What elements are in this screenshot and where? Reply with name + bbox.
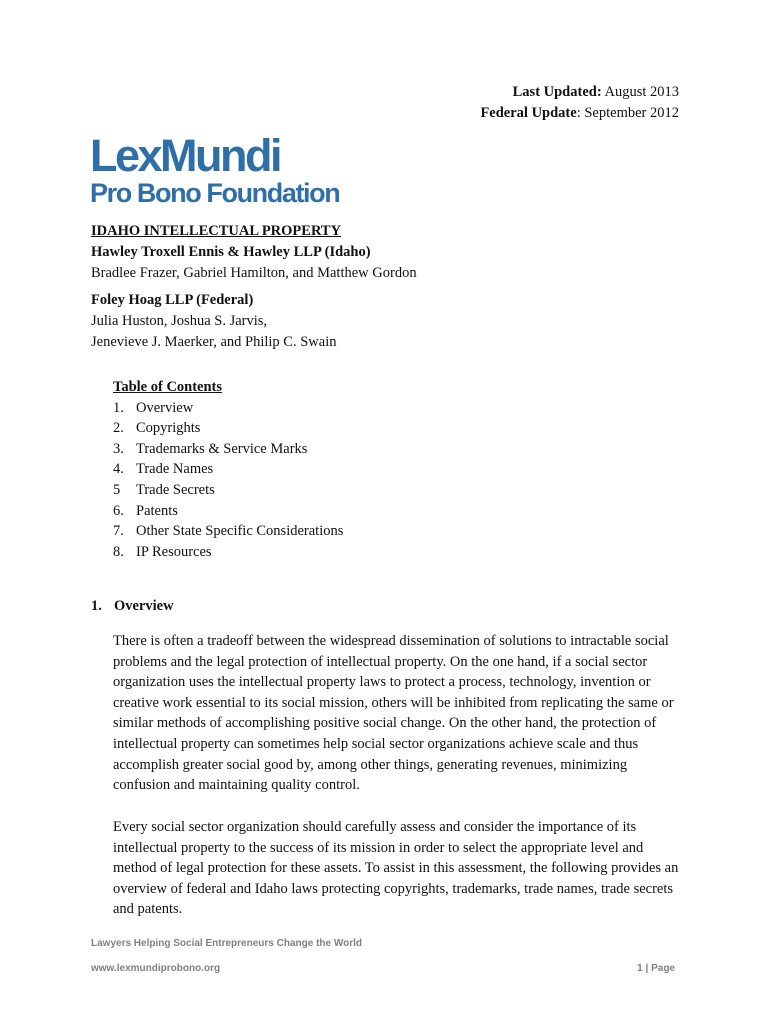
federal-update-label: Federal Update: [480, 105, 577, 121]
logo-line-2: Pro Bono Foundation: [90, 178, 340, 208]
toc-item: [113, 542, 343, 563]
last-updated-label: Last Updated:: [512, 84, 602, 100]
document-heading: [91, 221, 417, 284]
toc-item-label: Trade Names: [136, 461, 214, 478]
footer-tagline: Lawyers Helping Social Entrepreneurs Change the World: [91, 938, 362, 949]
toc-item-number: 2.: [113, 420, 124, 437]
toc-item-label: IP Resources: [136, 543, 212, 560]
section-1-heading: [91, 596, 174, 617]
footer-page-number: 1 | Page: [637, 963, 675, 974]
federal-update-value: : September 2012: [576, 105, 679, 121]
firm-1-name: Hawley Troxell Ennis & Hawley LLP (Idaho): [91, 244, 371, 260]
toc-item-number: 3.: [113, 440, 124, 457]
toc-item: [113, 480, 343, 501]
lex-mundi-logo: [90, 130, 340, 208]
toc-item: [113, 501, 343, 522]
firm-2-authors-line-2: Jenevieve J. Maerker, and Philip C. Swain: [91, 334, 337, 350]
toc-item-number: 6.: [113, 502, 124, 519]
overview-paragraph-1: There is often a tradeoff between the widespread dissemination of solutions to intractable social problems and the legal protection of intellectual property. On the one hand, if a social sector organization uses the intellectual property laws to protect a process, technology, invention or creative work essential to its social mission, others will be inhibited from replicating the same or similar methods of accomplishing positive social change. On the other hand, the protection of intellectual property can sometimes help social sector organizations achieve scale and thus accomplish greater social good by, among other things, generating revenues, minimizing confusion and maintaining quality control.: [113, 633, 674, 794]
toc-item-number: 1.: [113, 399, 124, 416]
federal-update-line: [480, 103, 679, 124]
section-number: 1.: [91, 598, 102, 614]
toc-item-number: 8.: [113, 543, 124, 560]
toc-item-number: 7.: [113, 523, 124, 540]
update-info: [480, 82, 679, 124]
toc-item-label: Other State Specific Considerations: [136, 523, 344, 540]
last-updated-line: [480, 82, 679, 103]
footer-website: www.lexmundiprobono.org: [91, 963, 221, 974]
firm-2-name: Foley Hoag LLP (Federal): [91, 292, 254, 308]
federal-firm-block: [91, 290, 336, 353]
document-title: IDAHO INTELLECTUAL PROPERTY: [91, 223, 342, 239]
section-title: Overview: [114, 598, 174, 614]
firm-1-authors: Bradlee Frazer, Gabriel Hamilton, and Matthew Gordon: [91, 265, 417, 281]
toc-item-number: 4.: [113, 461, 124, 478]
firm-2-authors-line-1: Julia Huston, Joshua S. Jarvis,: [91, 313, 268, 329]
toc-item-number: 5: [113, 481, 121, 498]
table-of-contents: [113, 377, 343, 562]
toc-item-label: Trade Secrets: [136, 481, 215, 498]
toc-item: [113, 398, 343, 419]
toc-item-label: Trademarks & Service Marks: [136, 440, 308, 457]
toc-item: [113, 439, 343, 460]
toc-item-label: Overview: [136, 399, 194, 416]
toc-item-label: Copyrights: [136, 420, 201, 437]
toc-item: [113, 418, 343, 439]
toc-list: [113, 398, 343, 563]
toc-item: [113, 459, 343, 480]
last-updated-value: August 2013: [601, 84, 679, 100]
toc-item: [113, 521, 343, 542]
toc-item-label: Patents: [136, 502, 178, 519]
logo-line-1: LexMundi: [90, 130, 280, 181]
overview-paragraph-2: Every social sector organization should carefully assess and consider the importance of its intellectual property to the success of its mission in order to select the appropriate level and method of legal protection for these assets. To assist in this assessment, the following provides an overview of federal and Idaho laws protecting copyrights, trademarks, trade names, trade secrets and patents.: [113, 819, 679, 918]
toc-title: Table of Contents: [113, 379, 223, 395]
